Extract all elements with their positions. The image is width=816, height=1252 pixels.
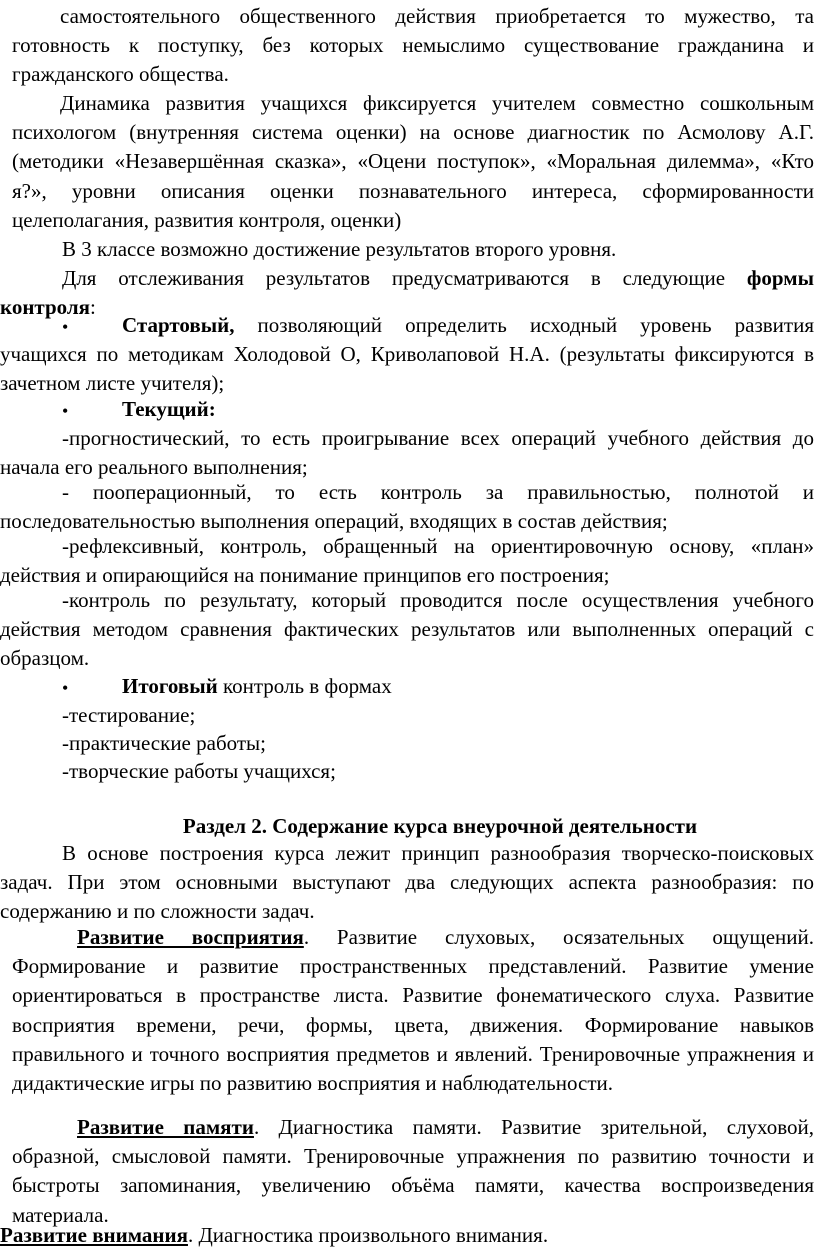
paragraph-memory: Развитие памяти. Диагностика памяти. Развитие зрительной, слуховой, образной, смысловой памяти. Тренировочные упражнения по развитию точности и быстроты запоминания, увеличению объёма памяти, качества воспроизведения материала.: [12, 1115, 815, 1227]
bullet-icon: •: [62, 678, 69, 698]
paragraph-perception: Развитие восприятия. Развитие слуховых, осязательных ощущений. Формирование и развитие пространственных представлений. Развитие умение ориентироваться в пространстве листа. Развитие фонематического слуха. Развитие восприятия времени, речи, формы, цвета, движения. Формирование навыков правильного и точного восприятия предметов и явлений. Тренировочные упражнения и дидактические игры по развитию восприятия и наблюдательности.: [12, 925, 814, 1096]
paragraph-attention: Развитие внимания. Диагностика произвольного внимания.: [0, 1223, 549, 1247]
paragraph-third-grade: В 3 классе возможно достижение результатов второго уровня.: [62, 237, 617, 261]
paragraph-course-basis: В основе построения курса лежит принцип разнообразия творческо-поисковых задач. При этом основными выступают два следующих аспекта разнообразия: по содержанию и по сложности задач.: [0, 841, 814, 924]
control-prognostic: -прогностический, то есть проигрывание всех операций учебного действия до начала его реального выполнения;: [0, 426, 814, 480]
memory-title: Развитие памяти: [77, 1115, 254, 1139]
control-reflexive: -рефлексивный, контроль, обращенный на ориентировочную основу, «план» действия и опирающийся на понимание принципов его построения;: [0, 534, 814, 588]
control-result: -контроль по результату, который проводится после осуществления учебного действия методом сравнения фактических результатов или выполненных операций с образцом.: [0, 588, 814, 671]
bullet-icon: •: [62, 317, 69, 337]
paragraph-dynamics: Динамика развития учащихся фиксируется учителем совместно сошкольным психологом (внутренняя система оценки) на основе диагностик по Асмолову А.Г.(методики «Незавершённая сказка», «Оцени поступок», «Моральная дилемма», «Кто я?», уровни описания оценки познавательного интереса, сформированности целеполагания, развития контроля, оценки): [12, 91, 814, 232]
paragraph-continuation: самостоятельного общественного действия приобретается то мужество, та готовность к поступку, без которых немыслимо существование гражданина и гражданского общества.: [12, 4, 814, 87]
form-practical: -практические работы;: [62, 731, 266, 755]
bullet-final-control: Итоговый контроль в формах: [122, 674, 392, 698]
paragraph-control-forms: Для отслеживания результатов предусматриваются в следующие формы контроля:: [0, 266, 814, 320]
perception-title: Развитие восприятия: [77, 925, 304, 949]
bullet-icon: •: [62, 401, 69, 421]
control-operational: - пооперационный, то есть контроль за правильностью, полнотой и последовательностью выполнения операций, входящих в состав действия;: [0, 480, 814, 534]
bullet-current-control: Текущий:: [122, 397, 216, 421]
section-heading: Раздел 2. Содержание курса внеурочной деятельности: [182, 814, 698, 838]
attention-title: Развитие внимания: [0, 1223, 188, 1247]
form-creative: -творческие работы учащихся;: [62, 759, 336, 783]
form-testing: -тестирование;: [62, 703, 196, 727]
bullet-start-control: Стартовый, позволяющий определить исходный уровень развития учащихся по методикам Холодовой О, Криволаповой Н.А. (результаты фиксируются в зачетном листе учителя);: [0, 313, 814, 396]
